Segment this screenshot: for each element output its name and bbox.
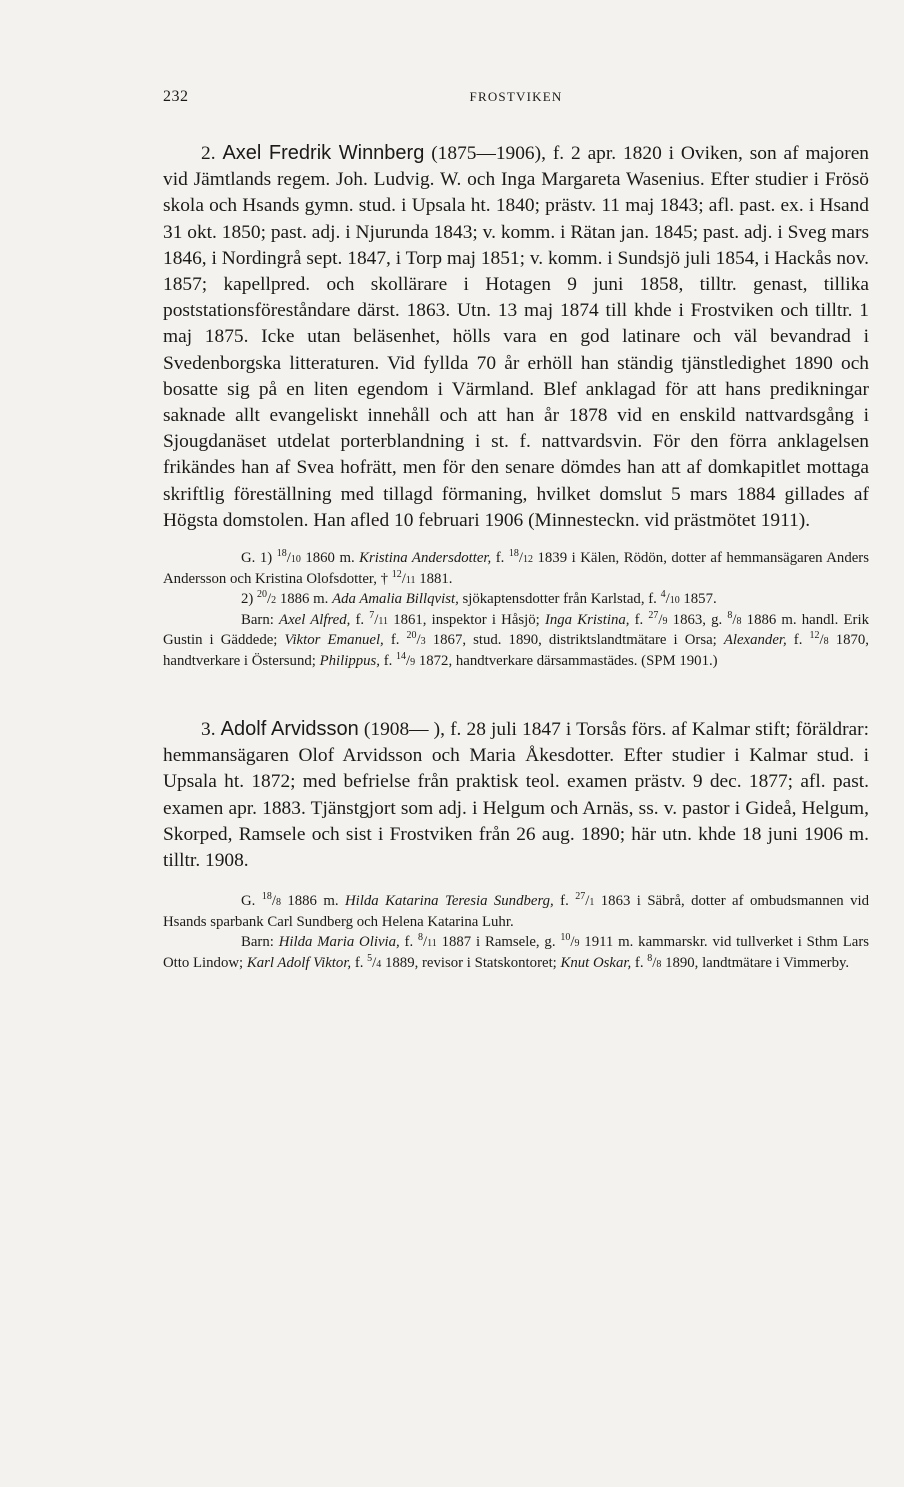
marriage-1: G. 1) $^{18}$/10 1860 m. Kristina Andersdotter, f. $^{18}$/12 1839 i Kälen, Rödön, dotter af hemmansägaren Anders Andersson och Kristina Olofsdotter, † $^{12}$/11 1881. [163,548,869,587]
spouse-name: Kristina Andersdotter, [359,550,492,567]
entry-text: (1908— ), f. 28 juli 1847 i Torsås förs. af Kalmar stift; föräldrar: hemmansägaren Olof Arvidsson och Maria Åkesdotter. Efter studier i Kalmar stud. i Upsala ht. 1872; med befrielse från praktisk teol. examen prästv. 9 dec. 1877; afl. past. examen apr. 1883. Tjänstgjort som adj. i Helgum och Arnäs, ss. v. pastor i Gideå, Helgum, Skorped, Ramsele och sist i Frostviken från 26 aug. 1890; här utn. khde 18 juni 1906 m. tilltr. 1908. [163,719,869,872]
entry-number: 2. [201,143,216,164]
entry-text: (1875—1906), f. 2 apr. 1820 i Oviken, son af majoren vid Jämtlands regem. Joh. Ludvig. W. och Inga Margareta Wasenius. Efter studier i Frösö skola och Hsands gymn. stud. i Upsala ht. 1840; prästv. 11 maj 1843; afl. past. ex. i Hsand 31 okt. 1850; past. adj. i Njurunda 1843; v. komm. i Rätan jan. 1845; past. adj. i Sveg mars 1846, i Nordingrå sept. 1847, i Torp maj 1851; v. komm. i Sundsjö juli 1854, i Hackås nov. 1857; kapellpred. och skollärare i Hotagen 9 juni 1858, tilltr. genast, tillika poststationsföreståndare därst. 1863. Utn. 13 maj 1874 till khde i Frostviken och tilltr. 1 maj 1875. Icke utan beläsenhet, hölls vara en god latinare och väl bevandrad i Svedenborgska litteraturen. Vid fyllda 70 år erhöll han ständig tjänstledighet 1890 och bosatte sig på en liten egendom i Värmland. Blef anklagad för att hans predikningar saknade allt evangeliskt innehåll och att han år 1878 vid en enskild nattvardsgång i Sjougdanäset utdelat porterblandning i st. f. nattvardsvin. För den förra anklagelsen frikändes han af Svea hofrätt, men för den senare dömdes han att af domkapitlet mottaga skriftlig föreställning med tillagd förmaning, hvilket domslut 5 mars 1884 gillades af Högsta domstolen. Han afled 10 februari 1906 (Minnesteckn. vid prästmötet 1911). [163,143,870,531]
entry-name: Axel Fredrik Winnberg [222,142,425,164]
marriage-2: 2) $^{20}$/2 1886 m. Ada Amalia Billqvist, sjökaptensdotter från Karlstad, f. $^4$/10 1857. [241,589,717,608]
running-head: FROSTVIKEN [469,89,563,104]
spouse-name: Hilda Katarina Teresia Sundberg, [345,893,554,910]
spouse-name: Ada Amalia Billqvist, [332,591,459,608]
page-header [163,88,869,112]
page-number: 232 [163,88,189,105]
page [163,88,869,973]
entry-3 [163,716,869,874]
children-3: Barn: Hilda Maria Olivia, f. $^8$/11 1887 i Ramsele, g. $^{10}$/9 1911 m. kammarskr. vid tullverket i Sthm Lars Otto Lindow; Karl Adolf Viktor, f. $^5$/4 1889, revisor i Statskontoret; Knut Oskar, f. $^8$/8 1890, landtmätare i Vimmerby. [163,932,870,971]
children-2: Barn: Axel Alfred, f. $^7$/11 1861, inspektor i Håsjö; Inga Kristina, f. $^{27}$/9 1863, g. $^8$/8 1886 m. handl. Erik Gustin i Gäddede; Viktor Emanuel, f. $^{20}$/3 1867, stud. 1890, distriktslandtmätare i Orsa; Alexander, f. $^{12}$/8 1870, handtverkare i Östersund; Philippus, f. $^{14}$/9 1872, handtverkare därsammastädes. (SPM 1901.) [163,609,869,669]
entry-name: Adolf Arvidsson [220,718,359,741]
marriage-3: G. $^{18}$/8 1886 m. Hilda Katarina Teresia Sundberg, f. $^{27}$/1 1863 i Säbrå, dotter af ombudsmannen vid Hsands sparbank Carl Sundberg och Helena Katarina Luhr. [163,891,869,930]
entry-number: 3. [201,719,216,741]
entry-2 [163,140,869,534]
